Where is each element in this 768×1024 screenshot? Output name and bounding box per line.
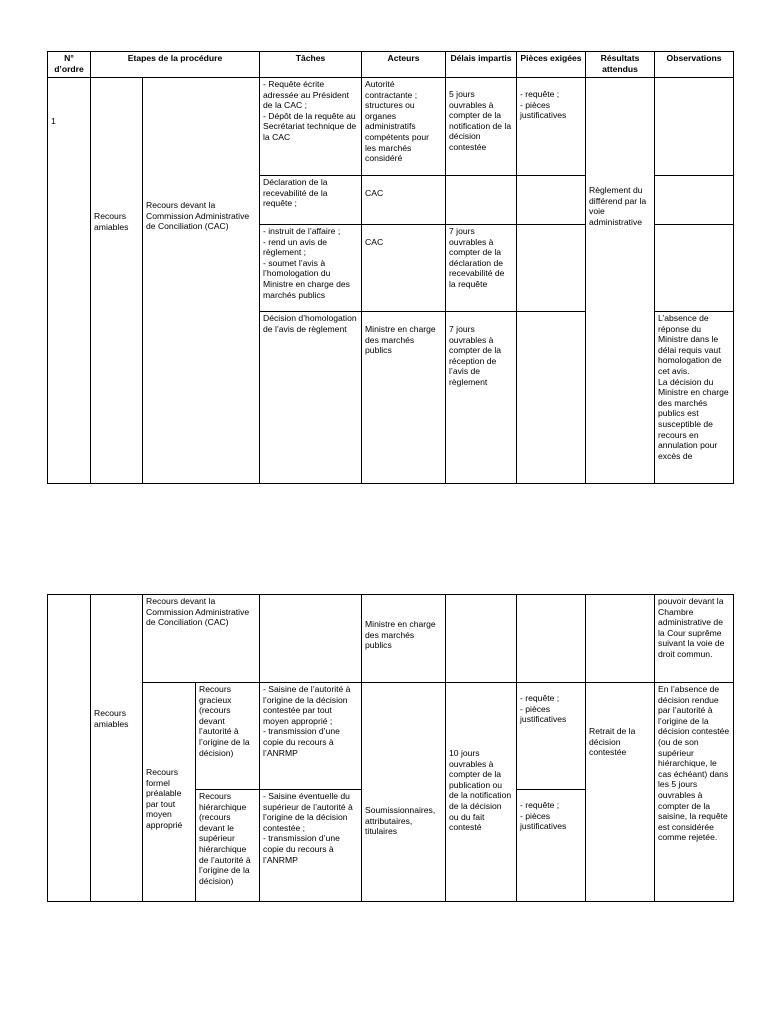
delai-cell: 7 jours ouvrables à compter de la réception de l’avis de règlement [446, 312, 517, 484]
pieces-cell [517, 225, 586, 312]
header-resultats: Résultats attendus [586, 52, 655, 78]
tache-cell: - Saisine éventuelle du supérieur de l’autorité à l’origine de la décision contestée ; - transmission d’une copie du recours à l’ANRMP [260, 790, 362, 902]
observation-cell: pouvoir devant la Chambre administrative de la Cour suprême suivant la voie de droit commun. [655, 595, 734, 683]
recours-gracieux-label: Recours gracieux (recours devant l’autorité à l’origine de la décision) [196, 683, 260, 790]
header-delais: Délais impartis [446, 52, 517, 78]
observation-cell: L’absence de réponse du Ministre dans le délai requis vaut homologation de cet avis. La décision du Ministre en charge des marchés publics est susceptible de recours en annulation pour excès de [655, 312, 734, 484]
header-acteurs: Acteurs [362, 52, 446, 78]
header-num: N° d’ordre [48, 52, 91, 78]
observation-cell: En l’absence de décision rendue par l’autorité à l’origine de la décision contestée (ou de son supérieur hiérarchique, le cas échéant) dans les 5 jours ouvrables à compter de la saisine, la requête est considérée comme rejetée. [655, 683, 734, 902]
acteur-cell: CAC [362, 176, 446, 225]
resultat-cell [586, 595, 655, 683]
table-header-row [48, 52, 734, 78]
procedure-table-1 [47, 51, 734, 484]
pieces-cell [517, 312, 586, 484]
acteur-cell: Ministre en charge des marchés publics [362, 595, 446, 683]
acteur-cell: Autorité contractante ; structures ou organes administratifs compétents pour les marchés considéré [362, 78, 446, 176]
pieces-cell: - requête ; - pièces justificatives [517, 790, 586, 902]
acteur-cell: Ministre en charge des marchés publics [362, 312, 446, 484]
observation-cell [655, 225, 734, 312]
pieces-cell: - requête ; - pièces justificatives [517, 78, 586, 176]
table-row [48, 683, 734, 790]
resultat-cell: Règlement du différend par la voie administrative [586, 78, 655, 484]
tache-cell: - Requête écrite adressée au Président de la CAC ; - Dépôt de la requête au Secrétariat technique de la CAC [260, 78, 362, 176]
pieces-cell [517, 595, 586, 683]
delai-cell [446, 176, 517, 225]
recours-amiables-label: Recours amiables [91, 78, 143, 484]
observation-cell [655, 78, 734, 176]
recours-cac-label: Recours devant la Commission Administrative de Conciliation (CAC) [143, 595, 260, 683]
table-row [48, 595, 734, 683]
delai-cell: 10 jours ouvrables à compter de la publication ou de la notification de la décision ou du fait contesté [446, 683, 517, 902]
pieces-cell [517, 176, 586, 225]
acteur-cell: CAC [362, 225, 446, 312]
tache-cell: - Saisine de l’autorité à l’origine de la décision contestée par tout moyen approprié ; - transmission d’une copie du recours à l’ANRMP [260, 683, 362, 790]
observation-cell [655, 176, 734, 225]
tache-cell: Déclaration de la recevabilité de la requête ; [260, 176, 362, 225]
header-taches: Tâches [260, 52, 362, 78]
header-pieces: Pièces exigées [517, 52, 586, 78]
recours-cac-label: Recours devant la Commission Administrative de Conciliation (CAC) [143, 78, 260, 484]
header-observations: Observations [655, 52, 734, 78]
order-number: 1 [48, 78, 91, 484]
tache-cell [260, 595, 362, 683]
recours-hierarchique-label: Recours hiérarchique (recours devant le supérieur hiérarchique de l’autorité à l’origine de la décision) [196, 790, 260, 902]
recours-amiables-label: Recours amiables [91, 595, 143, 902]
pieces-cell: - requête ; - pièces justificatives [517, 683, 586, 790]
order-number [48, 595, 91, 902]
acteur-cell: Soumissionnaires, attributaires, titulaires [362, 683, 446, 902]
tache-cell: Décision d’homologation de l’avis de règlement [260, 312, 362, 484]
resultat-cell: Retrait de la décision contestée [586, 683, 655, 902]
delai-cell: 7 jours ouvrables à compter de la déclaration de recevabilité de la requête [446, 225, 517, 312]
table-row [48, 78, 734, 176]
tache-cell: - instruit de l’affaire ; - rend un avis de règlement ; - soumet l’avis à l’homologation du Ministre en charge des marchés publics [260, 225, 362, 312]
delai-cell [446, 595, 517, 683]
procedure-table-2 [47, 594, 734, 902]
recours-formel-label: Recours formel préalable par tout moyen approprié [143, 683, 196, 902]
header-etapes: Etapes de la procédure [91, 52, 260, 78]
delai-cell: 5 jours ouvrables à compter de la notification de la décision contestée [446, 78, 517, 176]
